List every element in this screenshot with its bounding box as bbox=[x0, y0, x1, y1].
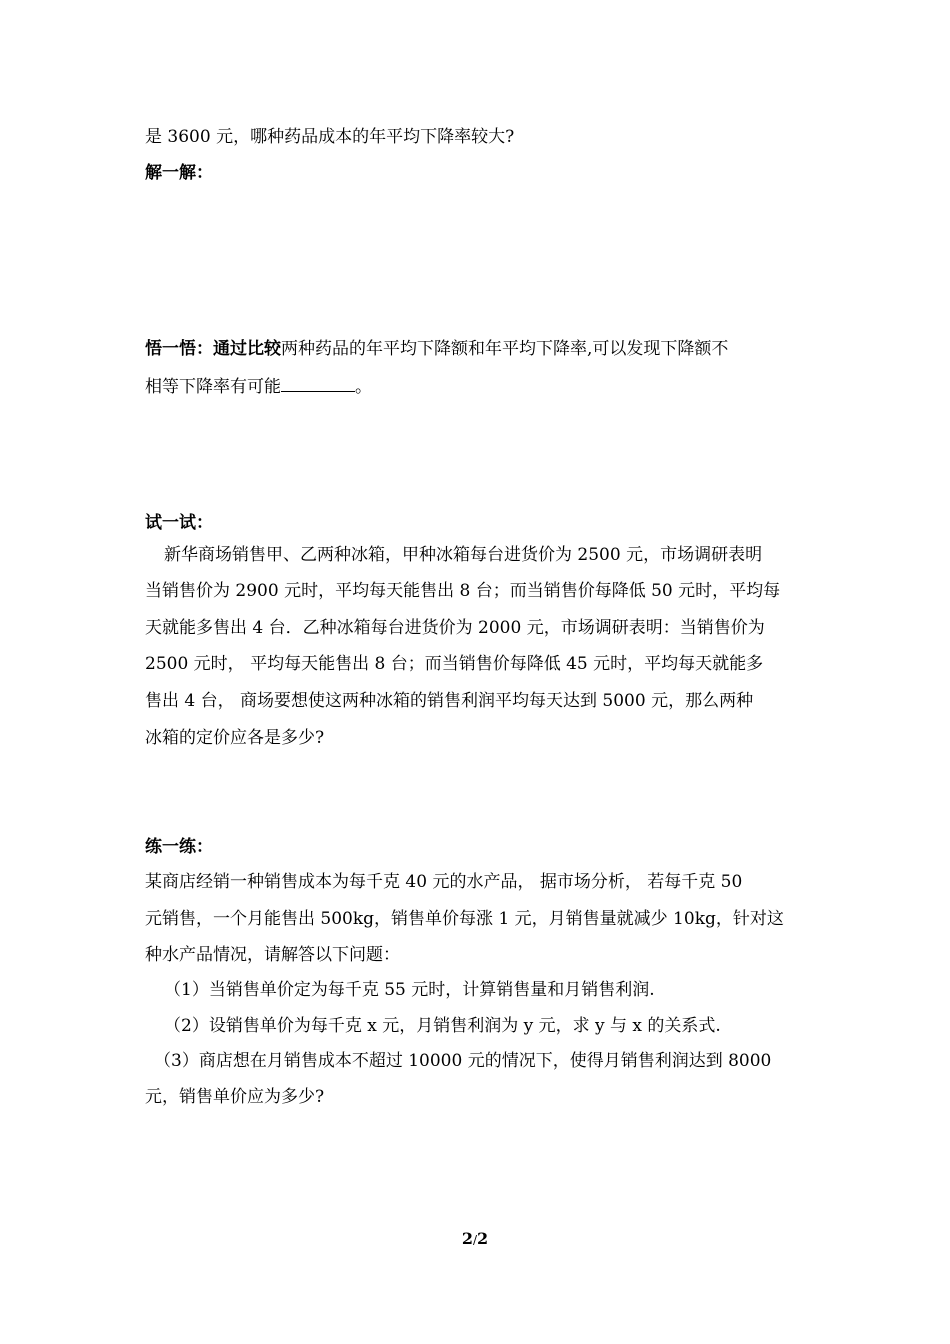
reflect-line2-text: 相等下降率有可能 bbox=[145, 377, 281, 397]
practice-line: 元销售，一个月能售出 500kg，销售单价每涨 1 元，月销售量就减少 10kg，针对这 bbox=[145, 909, 784, 929]
page-number bbox=[0, 1229, 950, 1250]
question-3-line-2: 元，销售单价应为多少? bbox=[145, 1087, 325, 1107]
try-line: 天就能多售出 4 台．乙种冰箱每台进货价为 2000 元，市场调研表明：当销售价为 bbox=[145, 618, 765, 638]
reflect-line-2 bbox=[145, 376, 372, 398]
try-heading: 试一试： bbox=[145, 513, 213, 533]
reflect-bold-lead: 通过比较 bbox=[213, 339, 281, 359]
question-1: （1）当销售单价定为每千克 55 元时，计算销售量和月销售利润. bbox=[164, 980, 655, 1000]
reflect-heading: 悟一悟： bbox=[145, 339, 213, 359]
solve-heading: 解一解： bbox=[145, 163, 213, 183]
practice-line: 某商店经销一种销售成本为每千克 40 元的水产品， 据市场分析， 若每千克 50 bbox=[145, 872, 743, 892]
reflect-line2-end: 。 bbox=[355, 377, 372, 397]
practice-line: 种水产品情况，请解答以下问题： bbox=[145, 945, 400, 965]
reflect-line1-text: 两种药品的年平均下降额和年平均下降率,可以发现下降额不 bbox=[281, 339, 729, 359]
try-line: 新华商场销售甲、乙两种冰箱，甲种冰箱每台进货价为 2500 元，市场调研表明 bbox=[164, 545, 763, 565]
practice-heading: 练一练： bbox=[145, 837, 213, 857]
page-separator: / bbox=[472, 1233, 478, 1247]
try-line: 冰箱的定价应各是多少? bbox=[145, 728, 325, 748]
try-line: 当销售价为 2900 元时，平均每天能售出 8 台；而当销售价每降低 50 元时，平均每 bbox=[145, 581, 781, 601]
question-2: （2）设销售单价为每千克 x 元，月销售利润为 y 元，求 y 与 x 的关系式. bbox=[164, 1016, 721, 1036]
try-line: 售出 4 台， 商场要想使这两种冰箱的销售利润平均每天达到 5000 元，那么两种 bbox=[145, 691, 754, 711]
page-current: 2 bbox=[461, 1229, 473, 1248]
reflect-line-1 bbox=[145, 338, 728, 360]
fill-in-blank bbox=[281, 376, 355, 392]
page-total: 2 bbox=[477, 1229, 489, 1248]
problem-intro-tail: 是 3600 元，哪种药品成本的年平均下降率较大? bbox=[145, 127, 515, 147]
try-line: 2500 元时， 平均每天能售出 8 台；而当销售价每降低 45 元时，平均每天就能多 bbox=[145, 654, 764, 674]
question-3-line-1: （3）商店想在月销售成本不超过 10000 元的情况下，使得月销售利润达到 8000 bbox=[154, 1051, 772, 1071]
